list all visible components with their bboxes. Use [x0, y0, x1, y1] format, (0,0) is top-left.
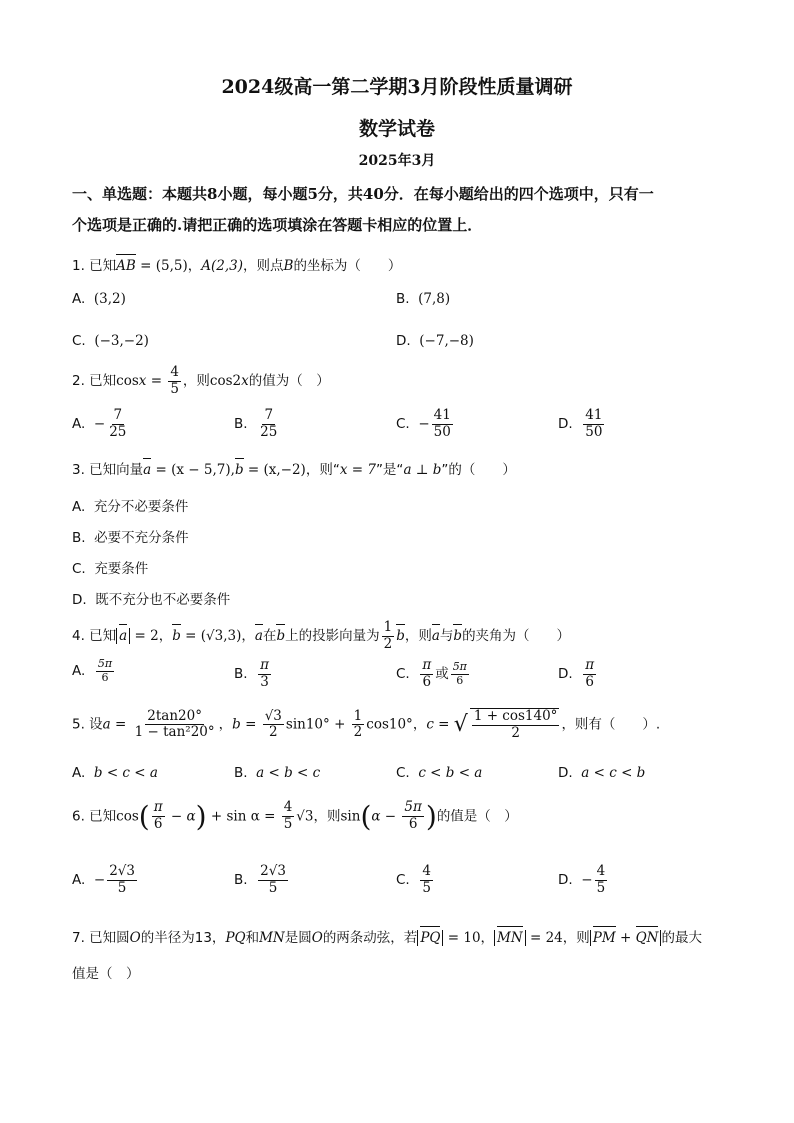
q6-minus: − α: [166, 808, 196, 825]
q3-vector-b: b: [234, 462, 244, 478]
q4-vector-a2: a: [254, 628, 263, 645]
q2-option-c[interactable]: [396, 408, 455, 440]
q6-prefix: 6. 已知: [72, 808, 117, 825]
q3-perpendicular: a ⊥ b: [403, 462, 442, 478]
q5-b-fraction-1: [263, 709, 284, 741]
option-fraction: [107, 864, 137, 896]
option-label: C.: [396, 416, 410, 433]
q2-fraction: [168, 365, 181, 397]
fraction-denominator: 5: [170, 380, 179, 397]
option-value: a < b < c: [256, 765, 321, 781]
q7-and: 和: [245, 930, 260, 946]
q7-plus: +: [615, 930, 636, 946]
q5-b-fraction-2: [352, 709, 365, 741]
left-paren-icon: (: [138, 800, 150, 833]
section-heading-line1: 一、单选题：本题共8小题，每小题5分，共40分．在每小题给出的四个选项中，只有一: [72, 185, 654, 203]
fraction-denominator: 5: [117, 879, 127, 896]
fraction-numerator: 2√3: [260, 863, 286, 879]
q6-option-d[interactable]: [558, 864, 609, 896]
q4-vector-a3: a: [431, 628, 440, 645]
q4-fraction: [382, 620, 395, 652]
question-2: [72, 365, 330, 397]
option-fraction: [96, 658, 114, 684]
q6-option-a[interactable]: [72, 864, 139, 896]
fraction-numerator: 7: [264, 407, 274, 423]
q5-option-d[interactable]: [558, 765, 645, 781]
q4-b-value: = (√3,3): [180, 628, 242, 645]
q6-fraction-3: [402, 800, 423, 832]
fraction-numerator: 5π: [452, 659, 467, 673]
fraction-numerator: 5π: [97, 657, 113, 670]
fraction-denominator: 50: [433, 423, 451, 440]
fraction-numerator: 4: [283, 799, 293, 816]
q2-cos2: cos2: [209, 373, 242, 390]
q1-option-c[interactable]: [72, 333, 149, 349]
q1-point-a: A(2,3): [201, 258, 244, 274]
q5-c: c: [426, 716, 434, 733]
option-label: D.: [558, 416, 573, 433]
option-fraction: [583, 408, 604, 440]
question-3: [72, 458, 516, 478]
q4-with: 与: [439, 628, 454, 645]
q6-option-c[interactable]: [396, 864, 435, 896]
option-value: (7,8): [418, 291, 451, 307]
q5-option-a[interactable]: [72, 765, 158, 781]
fraction-numerator: π: [585, 657, 595, 673]
right-paren-icon: ): [425, 800, 437, 833]
q6-fraction-2: [282, 800, 295, 832]
q7-prefix: 7. 已知圆: [72, 930, 130, 946]
fraction-denominator: 2: [269, 724, 278, 741]
fraction-numerator: 7: [113, 407, 123, 423]
question-7-line2: 值是（ ）: [72, 966, 140, 982]
q2-x: x: [138, 373, 147, 390]
q5-eq: =: [110, 716, 131, 733]
option-fraction: [258, 864, 288, 896]
option-label: B.: [234, 872, 248, 889]
q3-a-value: = (x − 5,7),: [151, 462, 235, 478]
fraction-numerator: 4: [596, 863, 606, 879]
fraction-denominator: 25: [260, 423, 278, 440]
option-or: 或: [435, 666, 449, 683]
option-value: 充要条件: [94, 561, 149, 577]
option-fraction: [258, 658, 271, 690]
q3-option-b[interactable]: [72, 526, 189, 546]
q2-x2: x: [241, 373, 249, 390]
fraction-denominator: 2: [353, 724, 363, 741]
option-label: C.: [396, 765, 410, 781]
q2-text-end: 的值为（ ）: [248, 373, 330, 390]
option-fraction: [107, 408, 128, 440]
q5-c-fraction: [470, 708, 560, 741]
fraction-numerator: π: [422, 657, 432, 673]
exam-title: 2024级高一第二学期3月阶段性质量调研: [221, 76, 573, 98]
q7-chords: 的两条动弦，若: [322, 930, 418, 946]
q4-vector-b4: b: [453, 628, 463, 645]
option-label: D.: [558, 872, 573, 889]
option-value: (3,2): [93, 291, 126, 307]
q6-text: ，则: [313, 808, 341, 825]
q7-eq1: = 10: [443, 930, 481, 946]
question-6: [72, 800, 518, 833]
option-value: (−7,−8): [419, 333, 474, 349]
q2-option-d[interactable]: [558, 408, 606, 440]
fraction-numerator: 5π: [404, 799, 422, 816]
sqrt-icon: √: [453, 712, 468, 738]
fraction-denominator: 3: [260, 673, 269, 690]
q1-sep: ，: [187, 258, 202, 274]
q5-a-fraction: [133, 709, 217, 741]
option-label: C.: [396, 872, 410, 889]
q4-vector-b: b: [172, 628, 181, 645]
fraction-denominator: 1 − tan²20°: [134, 724, 215, 741]
option-value: a < c < b: [581, 765, 646, 781]
q6-alpha: α −: [371, 808, 401, 825]
fraction-numerator: 4: [422, 863, 431, 879]
q7-vector-pm: PM: [592, 930, 616, 946]
option-label: D.: [72, 592, 87, 608]
q6-root: √3: [296, 808, 314, 825]
q5-a: a: [102, 716, 111, 733]
q3-text: ，则“: [305, 462, 340, 478]
option-sign: −: [418, 416, 430, 433]
q4-on: 在: [262, 628, 277, 645]
q7-o: O: [129, 930, 141, 946]
question-5: [72, 708, 660, 741]
option-label: A.: [72, 416, 86, 433]
q5-sep2: ，: [412, 716, 427, 733]
fraction-numerator: 1: [353, 707, 363, 724]
q5-text-end: ，则有（ ）.: [561, 716, 661, 733]
q4-text-end: 的夹角为（ ）: [462, 628, 571, 645]
q4-option-c[interactable]: [396, 658, 471, 690]
q2-option-a[interactable]: [72, 408, 130, 440]
option-fraction: [595, 864, 608, 896]
section-heading-line2: 个选项是正确的.请把正确的选项填涂在答题卡相应的位置上．: [72, 216, 483, 234]
q7-vector-pq: PQ: [420, 930, 441, 946]
q5-eq2: =: [240, 716, 261, 733]
fraction-numerator: 41: [585, 407, 603, 423]
q4-eq1: = 2: [130, 628, 159, 645]
q5-b-tail: cos10°: [366, 716, 413, 733]
option-fraction: [258, 408, 279, 440]
q7-mn: MN: [259, 930, 285, 946]
q4-sep: ，: [158, 628, 173, 645]
q1-option-b[interactable]: [396, 291, 450, 307]
fraction-numerator: 2tan20°: [147, 707, 202, 724]
fraction-numerator: √3: [264, 707, 282, 724]
fraction-denominator: 5: [283, 816, 293, 832]
q7-vector-qn: QN: [635, 930, 659, 946]
q1-option-a[interactable]: [72, 291, 126, 307]
exam-date: 2025年3月: [358, 153, 436, 169]
q1-ab-value: = (5,5): [135, 258, 188, 274]
q1-text-end: 的坐标为（ ）: [293, 258, 402, 274]
option-label: A.: [72, 291, 86, 307]
q2-prefix: 2. 已知: [72, 373, 117, 390]
q3-prefix: 3. 已知向量: [72, 462, 144, 478]
q3-b-value: = (x,−2): [243, 462, 306, 478]
q2-eq: =: [146, 373, 167, 390]
option-sign: −: [93, 416, 106, 433]
fraction-numerator: 4: [170, 364, 179, 380]
q6-sin: sin: [340, 808, 361, 825]
option-label: B.: [234, 416, 248, 433]
q2-cos: cos: [116, 373, 139, 390]
q7-o2: O: [311, 930, 323, 946]
option-label: B.: [234, 765, 248, 781]
q1-text: ，则点: [243, 258, 284, 274]
fraction-numerator: 2√3: [109, 863, 135, 879]
option-value: (−3,−2): [94, 333, 149, 349]
fraction-denominator: 6: [456, 673, 464, 687]
q3-option-d[interactable]: [72, 588, 230, 608]
fraction-denominator: 5: [422, 879, 431, 896]
fraction-denominator: 5: [596, 879, 606, 896]
q5-b: b: [232, 716, 241, 733]
q4-abs-a: a: [119, 628, 128, 645]
q5-option-b[interactable]: [234, 765, 320, 781]
q3-text-mid: ”是“: [375, 462, 404, 478]
q4-option-b[interactable]: [234, 658, 273, 690]
q7-text-end: 的最大: [661, 930, 702, 946]
option-fraction: [420, 658, 433, 690]
option-sign: −: [581, 872, 593, 889]
q4-vector-b2: b: [276, 628, 286, 645]
q5-prefix: 5. 设: [72, 716, 103, 733]
q2-text: ，则: [182, 373, 210, 390]
q4-prefix: 4. 已知: [72, 628, 117, 645]
fraction-numerator: 1 + cos140°: [473, 708, 558, 724]
option-label: C.: [72, 561, 86, 577]
q4-vector-b3: b: [396, 628, 405, 645]
exam-subtitle: 数学试卷: [358, 118, 435, 140]
q7-pq: PQ: [225, 930, 246, 946]
option-sign: −: [93, 872, 106, 889]
fraction-denominator: 6: [422, 673, 432, 690]
q1-prefix: 1. 已知: [72, 258, 117, 274]
option-value: c < b < a: [418, 765, 483, 781]
option-label: B.: [72, 530, 86, 546]
q7-text: ，则: [562, 930, 590, 946]
option-label: D.: [558, 666, 573, 683]
fraction-numerator: 41: [433, 407, 451, 423]
option-label: B.: [396, 291, 410, 307]
option-fraction: [420, 864, 433, 896]
option-label: A.: [72, 872, 86, 889]
q4-option-d[interactable]: [558, 658, 598, 690]
option-label: D.: [558, 765, 573, 781]
q1-option-d[interactable]: [396, 333, 474, 349]
option-value: 既不充分也不必要条件: [95, 592, 231, 608]
q1-vector-ab: AB: [116, 258, 136, 274]
q4-option-a[interactable]: [72, 658, 116, 684]
fraction-numerator: π: [260, 657, 270, 673]
q7-eq2: = 24: [525, 930, 563, 946]
question-7: [72, 926, 702, 946]
q6-cos: cos: [116, 808, 139, 825]
option-label: A.: [72, 499, 86, 515]
q5-sep: ，: [218, 716, 233, 733]
q3-condition: x = 7: [339, 462, 376, 478]
option-value: 必要不充分条件: [94, 530, 189, 546]
q6-option-b[interactable]: [234, 864, 290, 896]
option-fraction-2: [451, 661, 469, 687]
fraction-denominator: 6: [101, 670, 109, 684]
question-1: [72, 254, 401, 274]
fraction-denominator: 6: [153, 816, 163, 832]
question-4: [72, 620, 570, 652]
fraction-denominator: 50: [585, 423, 603, 440]
q6-text-end: 的值是（ ）: [436, 808, 518, 825]
option-value: b < c < a: [93, 765, 158, 781]
option-label: A.: [72, 765, 86, 781]
q3-option-a[interactable]: [72, 495, 188, 515]
fraction-denominator: 6: [585, 673, 595, 690]
option-fraction: [432, 408, 453, 440]
q4-proj: 上的投影向量为: [285, 628, 380, 645]
q6-fraction-1: [152, 800, 165, 832]
fraction-numerator: 1: [383, 619, 393, 635]
q5-option-c[interactable]: [396, 765, 482, 781]
fraction-numerator: π: [153, 799, 163, 816]
option-label: D.: [396, 333, 411, 349]
q1-point-b: B: [283, 258, 294, 274]
option-label: C.: [72, 333, 86, 349]
q6-plus: + sin α =: [206, 808, 280, 825]
q4-text: ，则: [404, 628, 432, 645]
q4-sep2: ，: [241, 628, 255, 645]
option-label: C.: [396, 666, 410, 683]
left-paren-icon: (: [360, 800, 372, 833]
q7-radius: 的半径为13，: [140, 930, 226, 946]
q7-vector-mn: MN: [497, 930, 523, 946]
q5-eq3: =: [433, 716, 454, 733]
q7-is: 是圆: [284, 930, 312, 946]
option-value: 充分不必要条件: [93, 499, 189, 515]
option-label: B.: [234, 666, 248, 683]
q3-text-end: ”的（ ）: [441, 462, 516, 478]
option-fraction: [583, 658, 596, 690]
q3-vector-a: a: [143, 462, 152, 478]
q2-option-b[interactable]: [234, 408, 281, 440]
fraction-denominator: 5: [268, 879, 278, 896]
fraction-denominator: 6: [408, 816, 418, 832]
option-label: A.: [72, 663, 86, 680]
q3-option-c[interactable]: [72, 557, 148, 577]
fraction-denominator: 2: [383, 635, 393, 652]
right-paren-icon: ): [195, 800, 207, 833]
fraction-denominator: 25: [109, 423, 127, 440]
q7-sep: ，: [480, 930, 495, 946]
fraction-denominator: 2: [511, 724, 520, 741]
q5-b-mid: sin10° +: [285, 716, 350, 733]
